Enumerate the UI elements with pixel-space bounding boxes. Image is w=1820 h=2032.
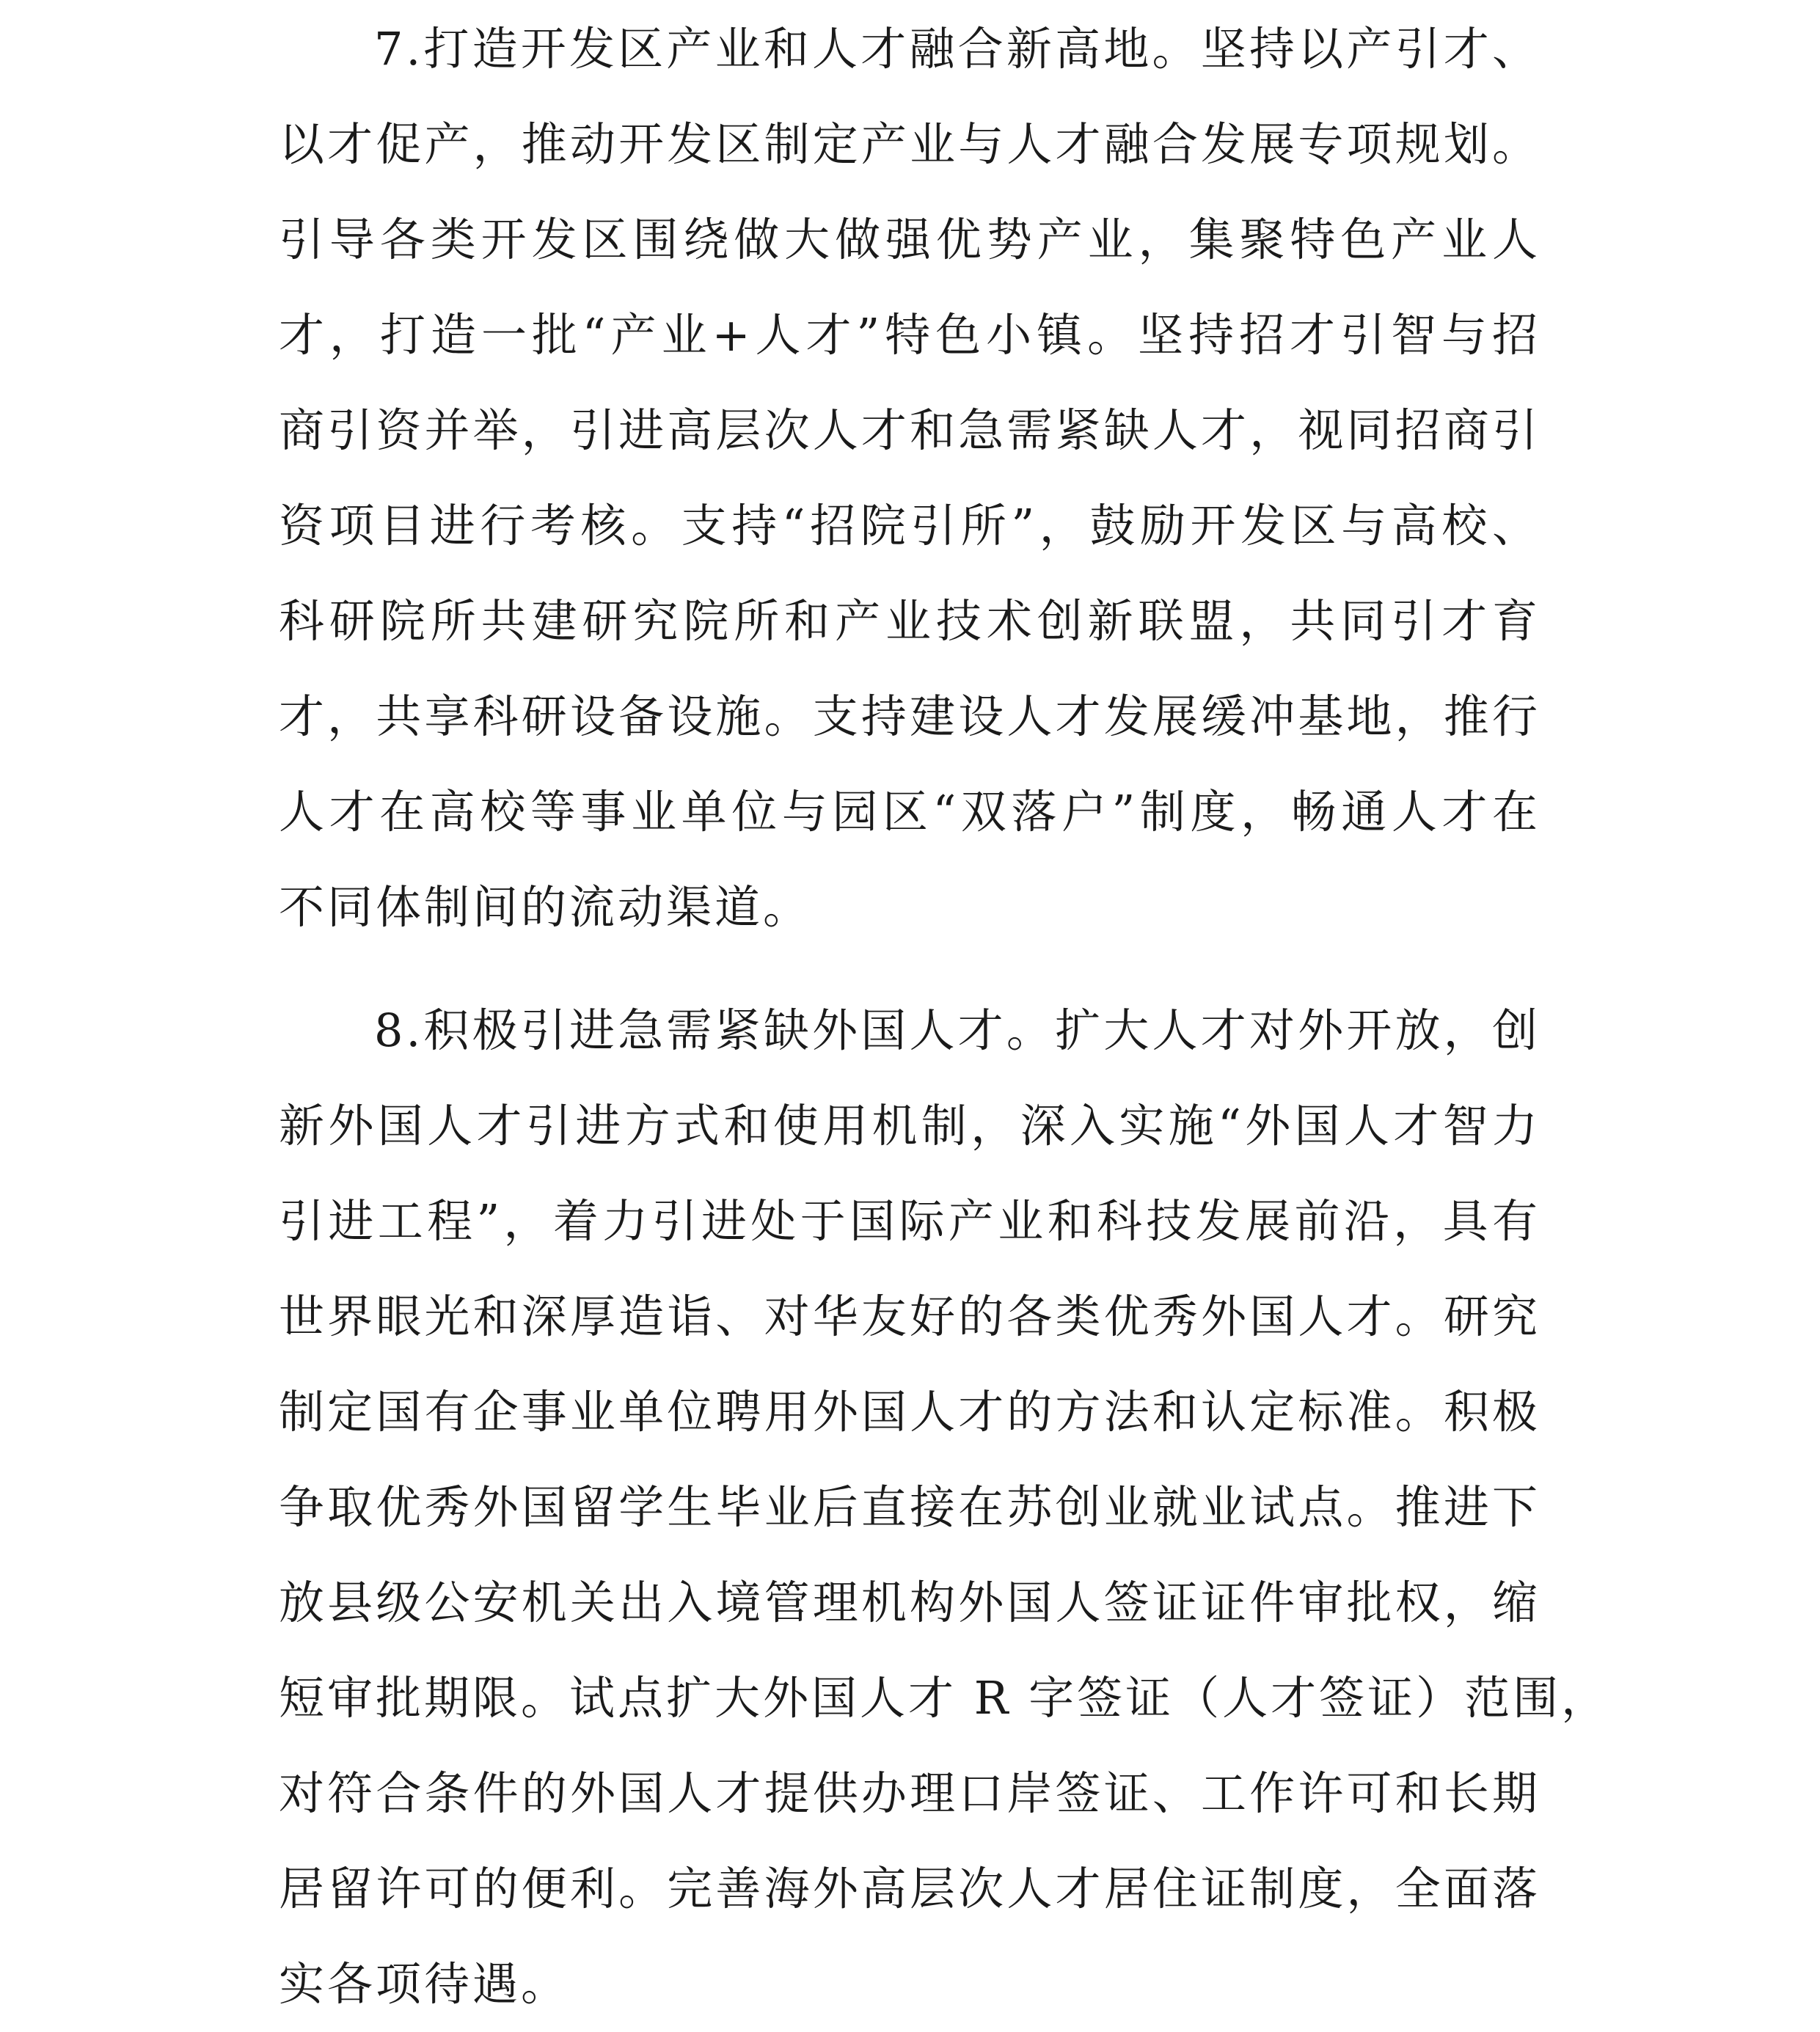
text-line: 以才促产，推动开发区制定产业与人才融合发展专项规划。 <box>279 117 1541 171</box>
paragraph-8 <box>279 983 1610 2032</box>
text-line: 居留许可的便利。完善海外高层次人才居住证制度，全面落 <box>279 1862 1541 1915</box>
text-line: 人才在高校等事业单位与园区“双落户”制度，畅通人才在 <box>279 785 1541 838</box>
text-line: 7.打造开发区产业和人才融合新高地。坚持以产引才、 <box>374 22 1541 76</box>
text-line: 引进工程”，着力引进处于国际产业和科技发展前沿，具有 <box>279 1194 1541 1248</box>
text-line: 实各项待遇。 <box>279 1957 570 2011</box>
text-line: 对符合条件的外国人才提供办理口岸签证、工作许可和长期 <box>279 1766 1541 1820</box>
text-line: 争取优秀外国留学生毕业后直接在苏创业就业试点。推进下 <box>279 1480 1541 1534</box>
text-line: 商引资并举，引进高层次人才和急需紧缺人才，视同招商引 <box>279 403 1541 457</box>
text-line: 才，打造一批“产业+人才”特色小镇。坚持招才引智与招 <box>279 308 1541 362</box>
text-line: 科研院所共建研究院所和产业技术创新联盟，共同引才育 <box>279 594 1541 648</box>
text-line: 引导各类开发区围绕做大做强优势产业，集聚特色产业人 <box>279 213 1541 266</box>
paragraph-7 <box>279 1 1541 955</box>
text-line: 放县级公安机关出入境管理机构外国人签证证件审批权，缩 <box>279 1576 1541 1629</box>
text-line: 8.积极引进急需紧缺外国人才。扩大人才对外开放，创 <box>374 1004 1541 1057</box>
text-line: 世界眼光和深厚造诣、对华友好的各类优秀外国人才。研究 <box>279 1290 1541 1343</box>
text-line: 新外国人才引进方式和使用机制，深入实施“外国人才智力 <box>279 1099 1541 1152</box>
text-line: 短审批期限。试点扩大外国人才 R 字签证（人才签证）范围， <box>279 1671 1610 1725</box>
text-line: 资项目进行考核。支持“招院引所”，鼓励开发区与高校、 <box>279 499 1541 552</box>
text-line: 才，共享科研设备设施。支持建设人才发展缓冲基地，推行 <box>279 690 1541 743</box>
text-line: 制定国有企事业单位聘用外国人才的方法和认定标准。积极 <box>279 1385 1541 1439</box>
text-line: 不同体制间的流动渠道。 <box>279 880 812 934</box>
